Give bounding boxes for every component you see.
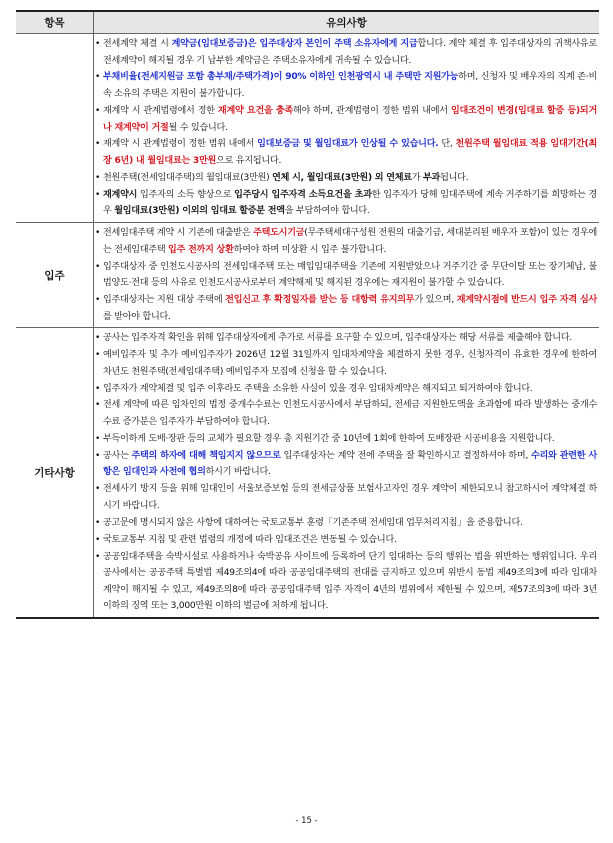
notice-table-body [16, 34, 599, 618]
bullet-icon: • [95, 105, 101, 116]
note-text: 공공임대주택을 숙박시설로 사용하거나 숙박공유 사이트에 등록하여 단기 임대하는 등의 행위는 법을 위반하는 행위입니다. 우리 공사에서는 공공주택 특별법 제49조의4에 따라 공공임대주택의 전대를 금지하고 있으며 위반시 동법 제49조의3에 따라 임대차 계약이 해지될 수 있고, 제49조의8에 따라 공공임대주택 입주 자격이 4년의 범위에서 제한될 수 있으며, 제57조의3에 따라 3년 이하의 징역 또는 3,000만원 이하의 벌금에 처하게 됩니다. [103, 551, 597, 612]
note-text: 가 있으며, [414, 294, 457, 305]
bullet-icon: • [95, 228, 101, 239]
note-text: 전세임대주택 계약 시 기존에 대출받은 [103, 228, 254, 239]
note-emphasis: 월임대료(3만원) 이외의 임대료 할증분 전액 [114, 206, 285, 217]
bullet-icon: • [95, 517, 101, 528]
note-text: 전세 계약에 따른 임차인의 법정 중개수수료는 인천도시공사에서 부담하되, 전세금 지원한도액을 초과함에 따라 발생하는 중개수수료 증가분은 입주자가 부담하여야 합니다. [103, 400, 597, 428]
bullet-icon: • [95, 294, 101, 305]
bullet-icon: • [95, 333, 101, 344]
bullet-icon: • [95, 534, 101, 545]
note-emphasis: 연체 시, 월임대료(3만원) 외 연체료 [272, 172, 412, 183]
note-emphasis: 부채비율(전세지원금 포함 총부채/주택가격)이 90% 이하인 인천광역시 내 주택만 지원가능 [103, 72, 459, 83]
note-item [94, 515, 599, 532]
section-row [16, 223, 599, 328]
note-text: 입주대상자 중 인천도시공사의 전세임대주택 또는 매입임대주택을 기존에 지원받았으나 거주기간 중 무단이탈 또는 장기체납, 불법양도·전대 등의 사유로 인천도시공사로부터 계약해제 및 해지된 경우에는 재지원이 불가할 수 있습니다. [103, 261, 597, 289]
section-category: 기타사항 [16, 328, 94, 618]
note-emphasis: 재계약시 [103, 189, 138, 200]
notes-list [94, 328, 599, 617]
note-text: 됩니다. [440, 172, 469, 183]
note-text: 전세사기 방지 등을 위해 임대인이 서울보증보험 등의 전세금상품 보험사고자인 경우 계약이 제한되오니 참고하시어 계약체결 하시기 바랍니다. [103, 484, 597, 511]
note-text: 부득이하게 도배·장판 등의 교체가 필요할 경우 총 지원기간 중 10년에 1회에 한하여 도배장판 시공비용을 지원합니다. [103, 433, 555, 444]
note-text: 을 부담하여야 합니다. [284, 206, 370, 217]
note-emphasis: 주택도시기금 [253, 228, 305, 239]
note-text: 예비입주자 및 추가 예비입주자가 2026년 12월 31일까지 임대차계약을 체결하지 못한 경우, 신청자격이 유효한 경우에 한하여 차년도 천원주택(전세임대주택) 예비입주자 모집에 신청을 할 수 있습니다. [103, 350, 597, 377]
note-item [94, 532, 599, 549]
section-notes-cell [94, 328, 600, 618]
note-item [94, 397, 599, 430]
note-text: 하며, 신청자 및 배우자의 직계 존·비속 소유의 주택은 지원이 불가합니다. [103, 72, 597, 100]
section-row [16, 34, 599, 223]
section-category [16, 34, 94, 223]
table-header-row [16, 11, 599, 34]
section-notes-cell [94, 34, 600, 223]
note-emphasis: 임대조건이 변경(임대료 할증 등)되거나 재계약이 거절 [103, 105, 597, 133]
note-text: 합니다. 계약 체결 후 입주대상자의 귀책사유로 전세계약이 해지될 경우 기 납부한 계약금은 주택소유자에게 귀속될 수 있습니다. [103, 39, 597, 66]
note-text: 으로 유지됩니다. [216, 156, 282, 167]
note-item [94, 448, 599, 481]
note-item [94, 103, 599, 136]
note-text: 하시기 바랍니다. [205, 467, 271, 478]
note-text: 국토교통부 지침 및 관련 법령의 개정에 따라 임대조건은 변동될 수 있습니다. [103, 534, 397, 545]
note-emphasis: 계약금(임대보증금)은 입주대상자 본인이 주택 소유자에게 지급 [171, 39, 418, 49]
note-item [94, 431, 599, 448]
note-text: 를 받아야 합니다. [103, 311, 171, 322]
note-text: (무주택세대구성원 전원의 대출기금, 세대분리된 배우자 포함)이 있는 경우에는 전세임대주택 [103, 228, 597, 255]
note-emphasis: 전입신고 후 확정일자를 받는 등 대항력 유지의무 [225, 294, 415, 305]
note-text: 천원주택(전세임대주택)의 월임대료(3만원) [103, 172, 273, 183]
note-text: 전세계약 체결 시 [103, 39, 172, 49]
note-text: 재계약 시 관계법령에서 정한 [103, 105, 218, 116]
note-emphasis: 부과 [423, 172, 441, 183]
note-item [94, 36, 599, 69]
bullet-icon: • [95, 450, 101, 461]
bullet-icon: • [95, 172, 101, 183]
note-item [94, 330, 599, 347]
section-notes-cell [94, 223, 600, 328]
note-emphasis: 수리와 관련한 사항은 임대인과 사전에 협의 [103, 450, 598, 478]
note-text: 입주대상자는 계약 전에 주택을 잘 확인하시고 결정하셔야 하며, [280, 450, 531, 461]
notes-list [94, 223, 599, 327]
note-item [94, 381, 599, 398]
note-emphasis: 임대보증금 및 월임대료가 인상될 수 있습니다. [257, 139, 439, 150]
note-text: 입주대상자는 지원 대상 주택에 [103, 294, 226, 305]
note-item [94, 549, 599, 615]
notice-sheet [16, 10, 599, 619]
bullet-icon: • [95, 72, 101, 83]
note-text: 공고문에 명시되지 않은 사항에 대하여는 국토교통부 훈령「기존주택 전세임대 업무처리지침」을 준용합니다. [103, 517, 523, 528]
note-text: 단, [438, 139, 456, 150]
header-notes: 유의사항 [94, 11, 600, 34]
note-item [94, 347, 599, 380]
bullet-icon: • [95, 139, 101, 150]
note-text: 하여야 하며 미상환 시 입주 불가합니다. [233, 244, 387, 255]
bullet-icon: • [95, 350, 101, 361]
note-item [94, 69, 599, 102]
note-text: 가 [411, 172, 424, 183]
note-text: 해야 하며, 관계법령이 정한 범위 내에서 [293, 105, 451, 116]
note-item [94, 187, 599, 220]
note-emphasis: 재계약시점에 반드시 입주 자격 심사 [456, 294, 598, 305]
bullet-icon: • [95, 484, 101, 495]
note-item [94, 259, 599, 292]
section-category: 입주 [16, 223, 94, 328]
bullet-icon: • [95, 400, 101, 411]
note-emphasis: 재계약 요건을 충족 [217, 105, 293, 116]
note-text: 공사는 입주자격 확인을 위해 입주대상자에게 추가로 서류를 요구할 수 있으며, 입주대상자는 해당 서류를 제출해야 합니다. [103, 333, 572, 344]
note-item [94, 136, 599, 169]
note-item [94, 170, 599, 187]
bullet-icon: • [95, 39, 101, 49]
note-item [94, 292, 599, 325]
note-emphasis: 천원주택 월임대료 적용 임대기간(최장 6년) 내 월임대료는 3만원 [103, 139, 597, 167]
bullet-icon: • [95, 261, 101, 272]
bullet-icon: • [95, 189, 101, 200]
bullet-icon: • [95, 383, 101, 394]
note-text: 공사는 [103, 450, 132, 461]
note-item [94, 481, 599, 514]
notice-table [16, 10, 599, 619]
notes-list [94, 34, 599, 222]
note-text: 한 입주자가 당해 임대주택에 계속 거주하기를 희망하는 경우 [103, 189, 597, 217]
note-text: 될 수 있습니다. [168, 122, 228, 133]
note-emphasis: 주택의 하자에 대해 책임지지 않으므로 [131, 450, 281, 461]
note-text: 입주자가 계약체결 및 입주 이후라도 주택을 소유한 사실이 있을 경우 임대차계약은 해지되고 퇴거하여야 합니다. [103, 383, 533, 394]
header-category: 항목 [16, 11, 94, 34]
bullet-icon: • [95, 551, 101, 562]
note-item [94, 225, 599, 258]
section-row [16, 328, 599, 618]
note-text: 재계약 시 관계법령이 정한 범위 내에서 [103, 139, 258, 150]
note-emphasis: 입주당시 입주자격 소득요건을 초과 [234, 189, 372, 200]
note-text: 입주자의 소득 향상으로 [137, 189, 235, 200]
page-number: - 15 - [295, 816, 318, 826]
bullet-icon: • [95, 433, 101, 444]
note-emphasis: 입주 전까지 상환 [168, 244, 234, 255]
